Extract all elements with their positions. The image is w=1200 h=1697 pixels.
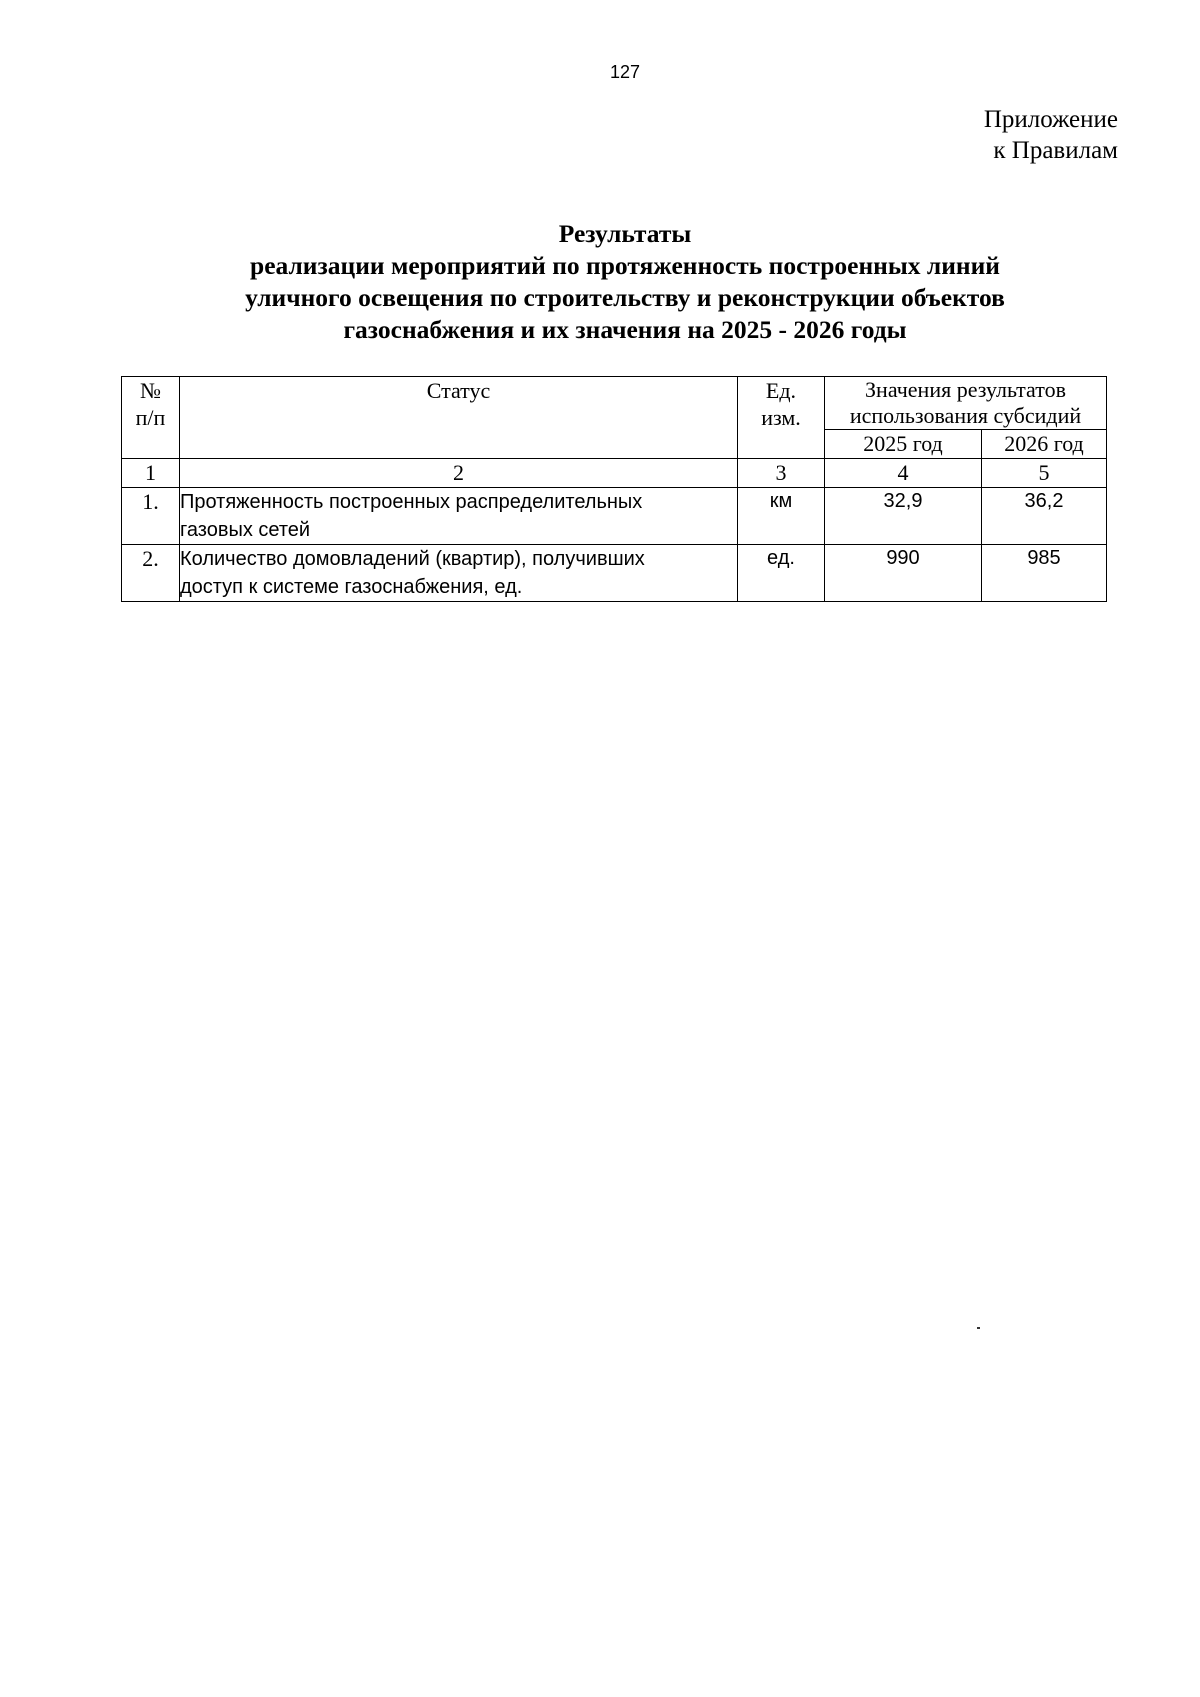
title-line-4: газоснабжения и их значения на 2025 - 2026 годы [343, 315, 907, 344]
header-status: Статус [180, 377, 738, 459]
header-year-2025: 2025 год [825, 430, 982, 459]
document-title [150, 218, 1100, 346]
header-unit-line-1: Ед. [765, 378, 797, 403]
row-number: 1. [122, 488, 180, 545]
row-unit: км [738, 488, 825, 545]
row-status-line-1: Количество домовладений (квартир), получивших [180, 548, 645, 570]
header-number-line-1: № [140, 378, 161, 403]
title-line-2: реализации мероприятий по протяженность построенных линий [250, 251, 1000, 280]
row-value-2025: 32,9 [825, 488, 982, 545]
row-value-2026: 36,2 [982, 488, 1107, 545]
appendix-line-2: к Правилам [993, 137, 1118, 164]
row-status-line-2: газовых сетей [180, 519, 311, 541]
row-status-line-2: доступ к системе газоснабжения, ед. [180, 576, 523, 598]
table-index-row [122, 459, 1107, 488]
header-values-line-2: использования субсидий [849, 403, 1082, 428]
row-number: 2. [122, 545, 180, 602]
column-index-1: 1 [122, 459, 180, 488]
results-table [121, 376, 1107, 602]
row-value-2025: 990 [825, 545, 982, 602]
table-header-row [122, 377, 1107, 430]
column-index-4: 4 [825, 459, 982, 488]
title-line-1: Результаты [558, 219, 692, 248]
header-year-2026: 2026 год [982, 430, 1107, 459]
column-index-5: 5 [982, 459, 1107, 488]
row-status [180, 488, 738, 545]
table-row [122, 488, 1107, 545]
column-index-2: 2 [180, 459, 738, 488]
appendix-line-1: Приложение [983, 106, 1118, 133]
header-unit-line-2: изм. [761, 405, 801, 430]
table-row [122, 545, 1107, 602]
title-line-3: уличного освещения по строительству и реконструкции объектов [245, 283, 1005, 312]
header-values-line-1: Значения результатов [865, 377, 1066, 402]
row-unit: ед. [738, 545, 825, 602]
row-status [180, 545, 738, 602]
row-status-line-1: Протяженность построенных распределительных [180, 491, 643, 513]
column-index-3: 3 [738, 459, 825, 488]
header-number-line-2: п/п [135, 405, 166, 430]
header-unit [738, 377, 825, 459]
appendix-note [984, 104, 1118, 166]
scan-dot [977, 1327, 980, 1329]
header-number [122, 377, 180, 459]
row-value-2026: 985 [982, 545, 1107, 602]
page-number: 127 [609, 62, 641, 82]
header-values-group [825, 377, 1107, 430]
